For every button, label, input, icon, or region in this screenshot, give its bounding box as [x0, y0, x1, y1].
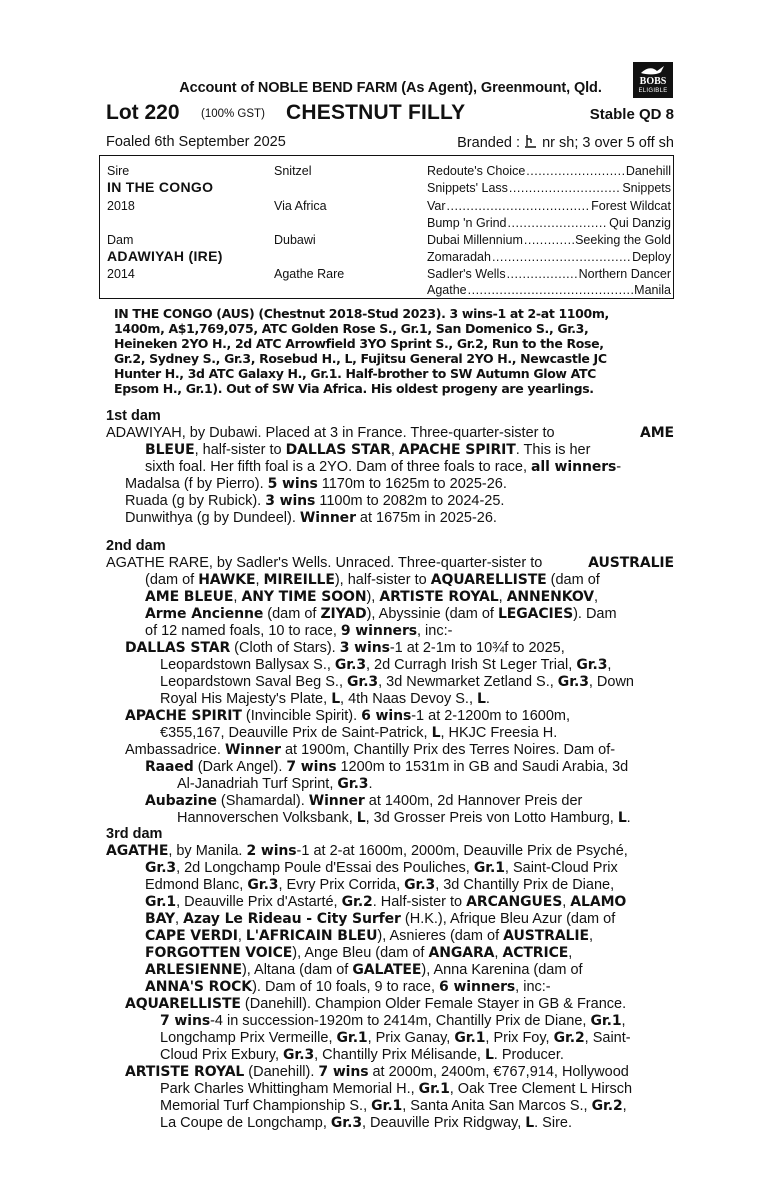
third-dam-line: Edmond Blanc, Gr.3, Evry Prix Corrida, Gr.3, 3d Chantilly Prix de Diane, [145, 877, 615, 893]
brand-mark-icon [524, 134, 538, 150]
third-dam-line: AQUARELLISTE (Danehill). Champion Older Female Stayer in GB & France. [125, 996, 627, 1012]
third-dam-line: La Coupe de Longchamp, Gr.3, Deauville Prix Ridgway, L. Sire. [160, 1115, 572, 1131]
foaled-date: Foaled 6th September 2025 [106, 134, 286, 150]
gen3-row: Bump 'n Grind ..... Qui Danzig [427, 216, 671, 231]
second-dam-line: Hannoverschen Volksbank, L, 3d Grosser Preis von Lotto Hamburg, L. [177, 810, 631, 826]
first-dam-line: BLEUE, half-sister to DALLAS STAR, APACHE SPIRIT. This is her [145, 442, 591, 458]
vendor-account: Account of NOBLE BEND FARM (As Agent), Greenmount, Qld. [179, 80, 602, 96]
gst-note: (100% GST) [201, 108, 265, 120]
branded-text: nr sh; 3 over 5 off sh [542, 135, 674, 151]
gen3-row: Agathe ..... Manila [427, 283, 671, 298]
summary-line: Epsom H., Gr.1). Out of SW Via Africa. His oldest progeny are yearlings. [114, 381, 594, 396]
third-dam-line: Cloud Prix Exbury, Gr.3, Chantilly Prix Mélisande, L. Producer. [160, 1047, 564, 1063]
first-dam-heading: 1st dam [106, 408, 161, 424]
first-dam-line: Dunwithya (g by Dundeel). Winner at 1675m in 2025-26. [125, 510, 497, 526]
summary-line: Heineken 2YO H., 2d ATC Arrowfield 3YO Sprint S., Gr.2, Run to the Rose, [114, 336, 604, 351]
stable-number: Stable QD 8 [589, 106, 674, 123]
sire-dam: Via Africa [274, 199, 327, 213]
third-dam-line: Longchamp Prix Vermeille, Gr.1, Prix Ganay, Gr.1, Prix Foy, Gr.2, Saint- [160, 1030, 631, 1046]
bobs-eligible-logo [633, 62, 673, 98]
dam-sire: Dubawi [274, 233, 316, 247]
gen3-row: Snippets' Lass ..... Snippets [427, 181, 671, 196]
branded-info [457, 134, 674, 151]
third-dam-line: AGATHE, by Manila. 2 wins-1 at 2-at 1600m, 2000m, Deauville Prix de Psyché, [106, 843, 628, 859]
bird-logo-icon [633, 64, 673, 76]
sire-name: IN THE CONGO [107, 179, 214, 195]
second-dam-line: APACHE SPIRIT (Invincible Spirit). 6 wins-1 at 2-1200m to 1600m, [125, 708, 570, 724]
gen3-row: Dubai Millennium ..... Seeking the Gold [427, 233, 671, 248]
lot-header [106, 101, 674, 127]
logo-subtext: ELIGIBLE [638, 88, 668, 94]
summary-line: 1400m, A$1,769,075, ATC Golden Rose S., Gr.1, San Domenico S., Gr.3, [114, 321, 589, 336]
third-dam-line: 7 wins-4 in succession-1920m to 2414m, Chantilly Prix de Diane, Gr.1, [160, 1013, 626, 1029]
summary-line: IN THE CONGO (AUS) (Chestnut 2018-Stud 2023). 3 wins-1 at 2-at 1100m, [114, 306, 609, 321]
second-dam-line: Leopardstown Saval Beg S., Gr.3, 3d Newmarket Zetland S., Gr.3, Down [160, 674, 634, 690]
sire-summary [114, 306, 674, 396]
third-dam-line: ARLESIENNE), Altana (dam of GALATEE), Anna Karenina (dam of [145, 962, 583, 978]
third-dam-line: ANNA'S ROCK). Dam of 10 foals, 9 to race, 6 winners, inc:- [145, 979, 551, 995]
second-dam-line: DALLAS STAR (Cloth of Stars). 3 wins-1 at 2-1m to 10¾f to 2025, [125, 640, 565, 656]
second-dam-heading: 2nd dam [106, 538, 166, 554]
dam-name: ADAWIYAH (IRE) [107, 248, 223, 264]
third-dam-line: Memorial Turf Championship S., Gr.1, Santa Anita San Marcos S., Gr.2, [160, 1098, 627, 1114]
sire-year: 2018 [107, 199, 135, 213]
lot-title: CHESTNUT FILLY [286, 101, 466, 124]
gen3-row: Var ..... Forest Wildcat [427, 199, 671, 214]
third-dam-line: Park Charles Whittingham Memorial H., Gr.1, Oak Tree Clement L Hirsch [160, 1081, 633, 1097]
third-dam-line: CAPE VERDI, L'AFRICAIN BLEU), Asnieres (dam of AUSTRALIE, [145, 928, 593, 944]
gen3-row: Redoute's Choice ..... Danehill [427, 164, 671, 179]
summary-line: Hunter H., 3d ATC Galaxy H., Gr.1. Half-brother to SW Autumn Glow ATC [114, 366, 596, 381]
third-dam-heading: 3rd dam [106, 826, 163, 842]
second-dam-line: AGATHE RARE, by Sadler's Wells. Unraced. Three-quarter-sister to AUSTRALIE [106, 555, 674, 571]
third-dam-line: Gr.3, 2d Longchamp Poule d'Essai des Pouliches, Gr.1, Saint-Cloud Prix [145, 860, 618, 876]
second-dam-line: Raaed (Dark Angel). 7 wins 1200m to 1531m in GB and Saudi Arabia, 3d [145, 759, 629, 775]
second-dam-line: Aubazine (Shamardal). Winner at 1400m, 2d Hannover Preis der [145, 793, 583, 809]
second-dam-line: €355,167, Deauville Prix de Saint-Patrick, L, HKJC Freesia H. [160, 725, 558, 741]
gen3-row: Sadler's Wells ..... Northern Dancer [427, 267, 671, 282]
second-dam-line: Royal His Majesty's Plate, L, 4th Naas Devoy S., L. [160, 691, 490, 707]
third-dam-line: BAY, Azay Le Rideau - City Surfer (H.K.), Afrique Bleu Azur (dam of [145, 911, 616, 927]
dam-year: 2014 [107, 267, 135, 281]
logo-text: BOBS [639, 76, 667, 87]
branded-label: Branded : [457, 135, 521, 151]
second-dam-line: Arme Ancienne (dam of ZIYAD), Abyssinie (dam of LEGACIES). Dam [145, 606, 617, 622]
third-dam-line: Gr.1, Deauville Prix d'Astarté, Gr.2. Half-sister to ARCANGUES, ALAMO [145, 894, 627, 910]
first-dam-line: ADAWIYAH, by Dubawi. Placed at 3 in France. Three-quarter-sister to AME [106, 425, 674, 441]
third-dam-line: ARTISTE ROYAL (Danehill). 7 wins at 2000m, 2400m, €767,914, Hollywood [125, 1064, 629, 1080]
sire-label: Sire [107, 164, 130, 178]
summary-line: Gr.2, Sydney S., Gr.3, Rosebud H., L, Fujitsu General 2YO H., Newcastle JC [114, 351, 607, 366]
second-dam-line: of 12 named foals, 10 to race, 9 winners, inc:- [145, 623, 453, 639]
gen3-row: Zomaradah ..... Deploy [427, 250, 671, 265]
first-dam-line: sixth foal. Her fifth foal is a 2YO. Dam of three foals to race, all winners- [145, 459, 622, 475]
second-dam-line: (dam of HAWKE, MIREILLE), half-sister to AQUARELLISTE (dam of [145, 572, 600, 588]
first-dam-line: Ruada (g by Rubick). 3 wins 1100m to 2082m to 2024-25. [125, 493, 505, 509]
third-dam-line: FORGOTTEN VOICE), Ange Bleu (dam of ANGARA, ACTRICE, [145, 945, 573, 961]
dam-dam: Agathe Rare [274, 267, 345, 281]
second-dam-line: Ambassadrice. Winner at 1900m, Chantilly Prix des Terres Noires. Dam of- [125, 742, 616, 758]
first-dam-line: Madalsa (f by Pierro). 5 wins 1170m to 1625m to 2025-26. [125, 476, 507, 492]
lot-number: Lot 220 [106, 101, 180, 124]
dam-label: Dam [107, 233, 134, 247]
second-dam-line: Al-Janadriah Turf Sprint, Gr.3. [177, 776, 373, 792]
sire-sire: Snitzel [274, 164, 312, 178]
second-dam-line: Leopardstown Ballysax S., Gr.3, 2d Curragh Irish St Leger Trial, Gr.3, [160, 657, 612, 673]
second-dam-line: AME BLEUE, ANY TIME SOON), ARTISTE ROYAL, ANNENKOV, [145, 589, 599, 605]
